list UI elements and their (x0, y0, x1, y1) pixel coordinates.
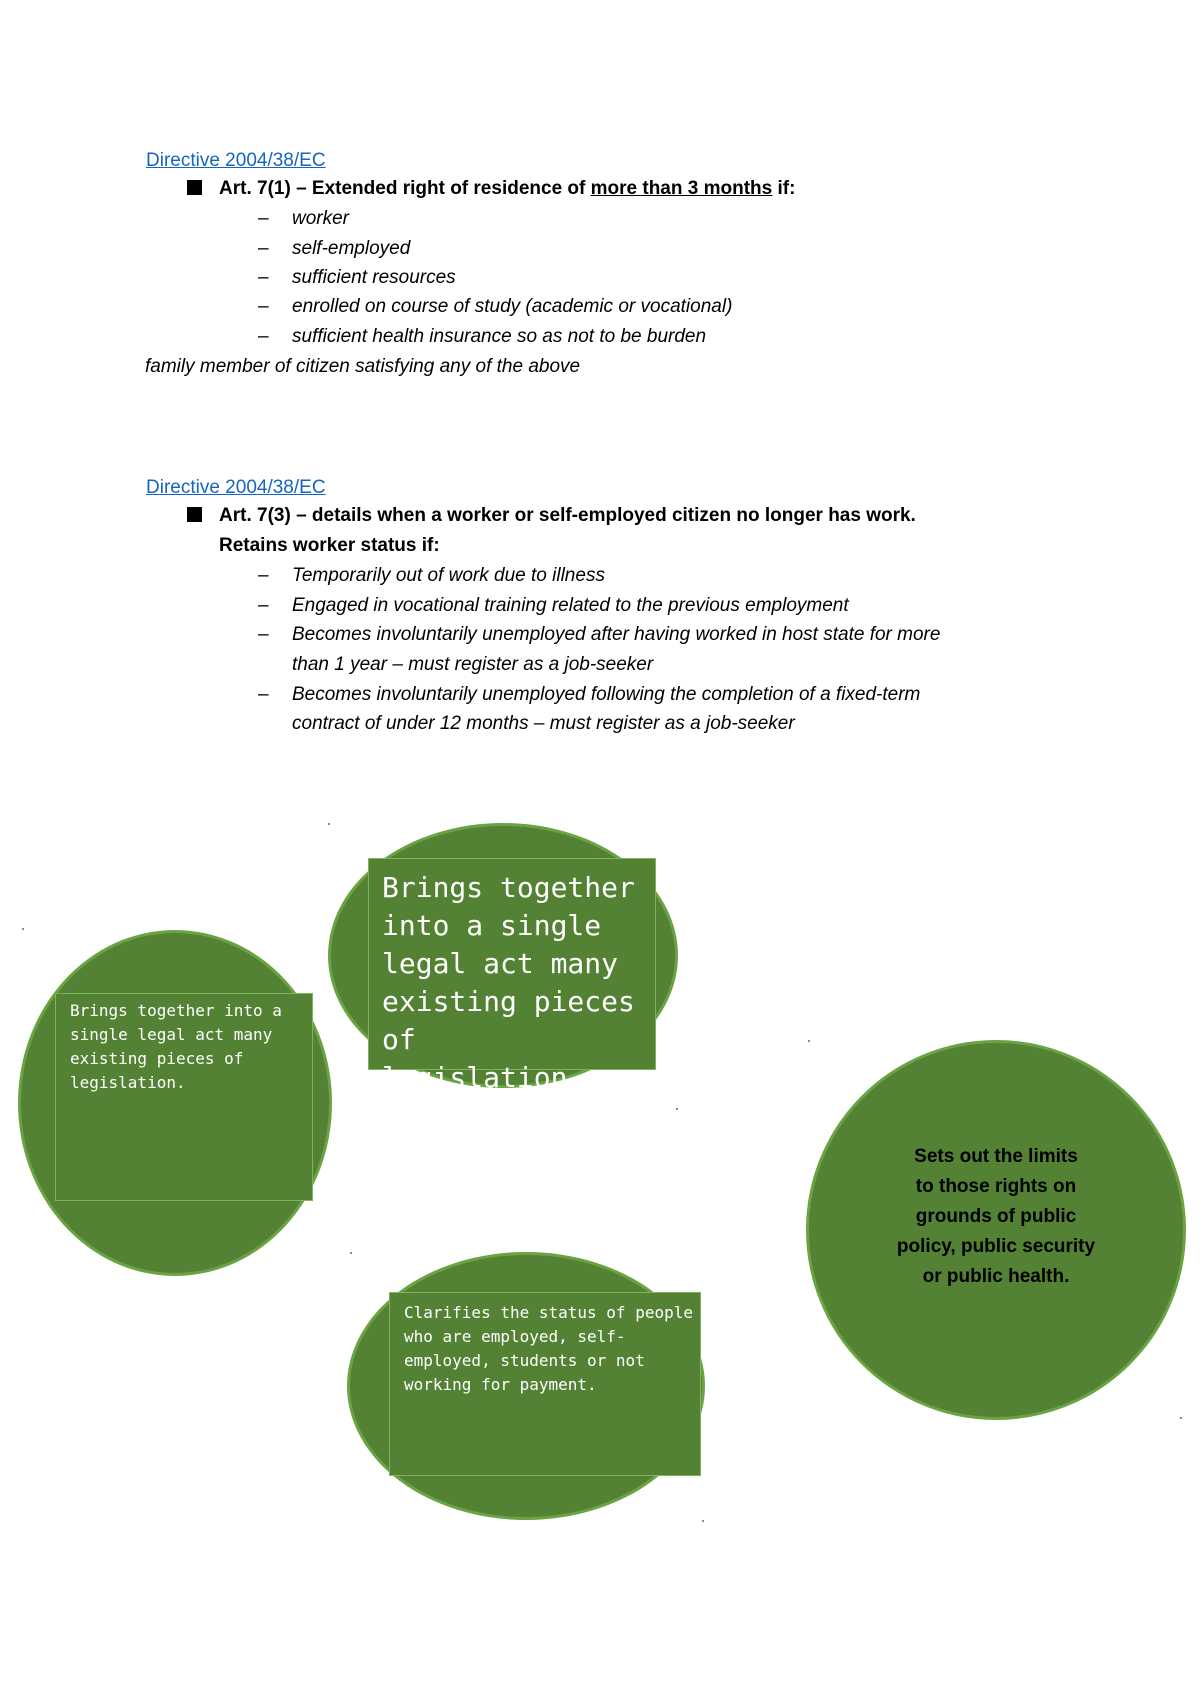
stray-dot (676, 1108, 678, 1110)
list-item: – Engaged in vocational training related to the previous employment (258, 595, 849, 616)
stray-dot (350, 1252, 352, 1254)
stray-dot (702, 1520, 704, 1522)
left-text-box: Brings together into a single legal act many existing pieces of legislation. (55, 993, 313, 1201)
stray-dot (808, 1040, 810, 1042)
list-item: – sufficient health insurance so as not to be burden (258, 326, 707, 347)
stray-dot (22, 928, 24, 930)
top-text-box: Brings together into a single legal act many existing pieces of legislation. (368, 858, 656, 1070)
list-item: – enrolled on course of study (academic or vocational) (258, 296, 733, 317)
stray-dot (328, 823, 330, 825)
list-item: – Becomes involuntarily unemployed after having worked in host state for more (258, 624, 941, 645)
stray-dot (1180, 1417, 1182, 1419)
list-item: – Becomes involuntarily unemployed following the completion of a fixed-term (258, 684, 921, 705)
section2-bullet-cont: Retains worker status if: (219, 535, 440, 556)
section2-heading[interactable]: Directive 2004/38/EC (146, 477, 326, 498)
list-item: – self-employed (258, 238, 411, 259)
square-bullet-icon (187, 507, 202, 522)
bottom-text-box: Clarifies the status of people who are employed, self- employed, students or not working for payment. (389, 1292, 701, 1476)
section1-heading[interactable]: Directive 2004/38/EC (146, 150, 326, 171)
right-circle-text: Sets out the limits to those rights on grounds of public policy, public security or public health. (896, 1146, 1096, 1287)
list-item-cont: contract of under 12 months – must register as a job-seeker (292, 713, 795, 734)
bullet-text: Art. 7(1) – Extended right of residence of (219, 178, 591, 199)
list-item: – worker (258, 208, 350, 229)
list-item: – Temporarily out of work due to illness (258, 565, 605, 586)
section2-bullet: Art. 7(3) – details when a worker or self-employed citizen no longer has work. (187, 505, 916, 527)
bullet-emphasis: more than 3 months (590, 178, 773, 199)
square-bullet-icon (187, 180, 202, 195)
list-item-cont: than 1 year – must register as a job-seeker (292, 654, 654, 675)
section1-footer: family member of citizen satisfying any of the above (145, 356, 581, 377)
list-item: – sufficient resources (258, 267, 456, 288)
bullet-suffix: if: (772, 178, 796, 199)
section1-bullet (187, 178, 795, 200)
